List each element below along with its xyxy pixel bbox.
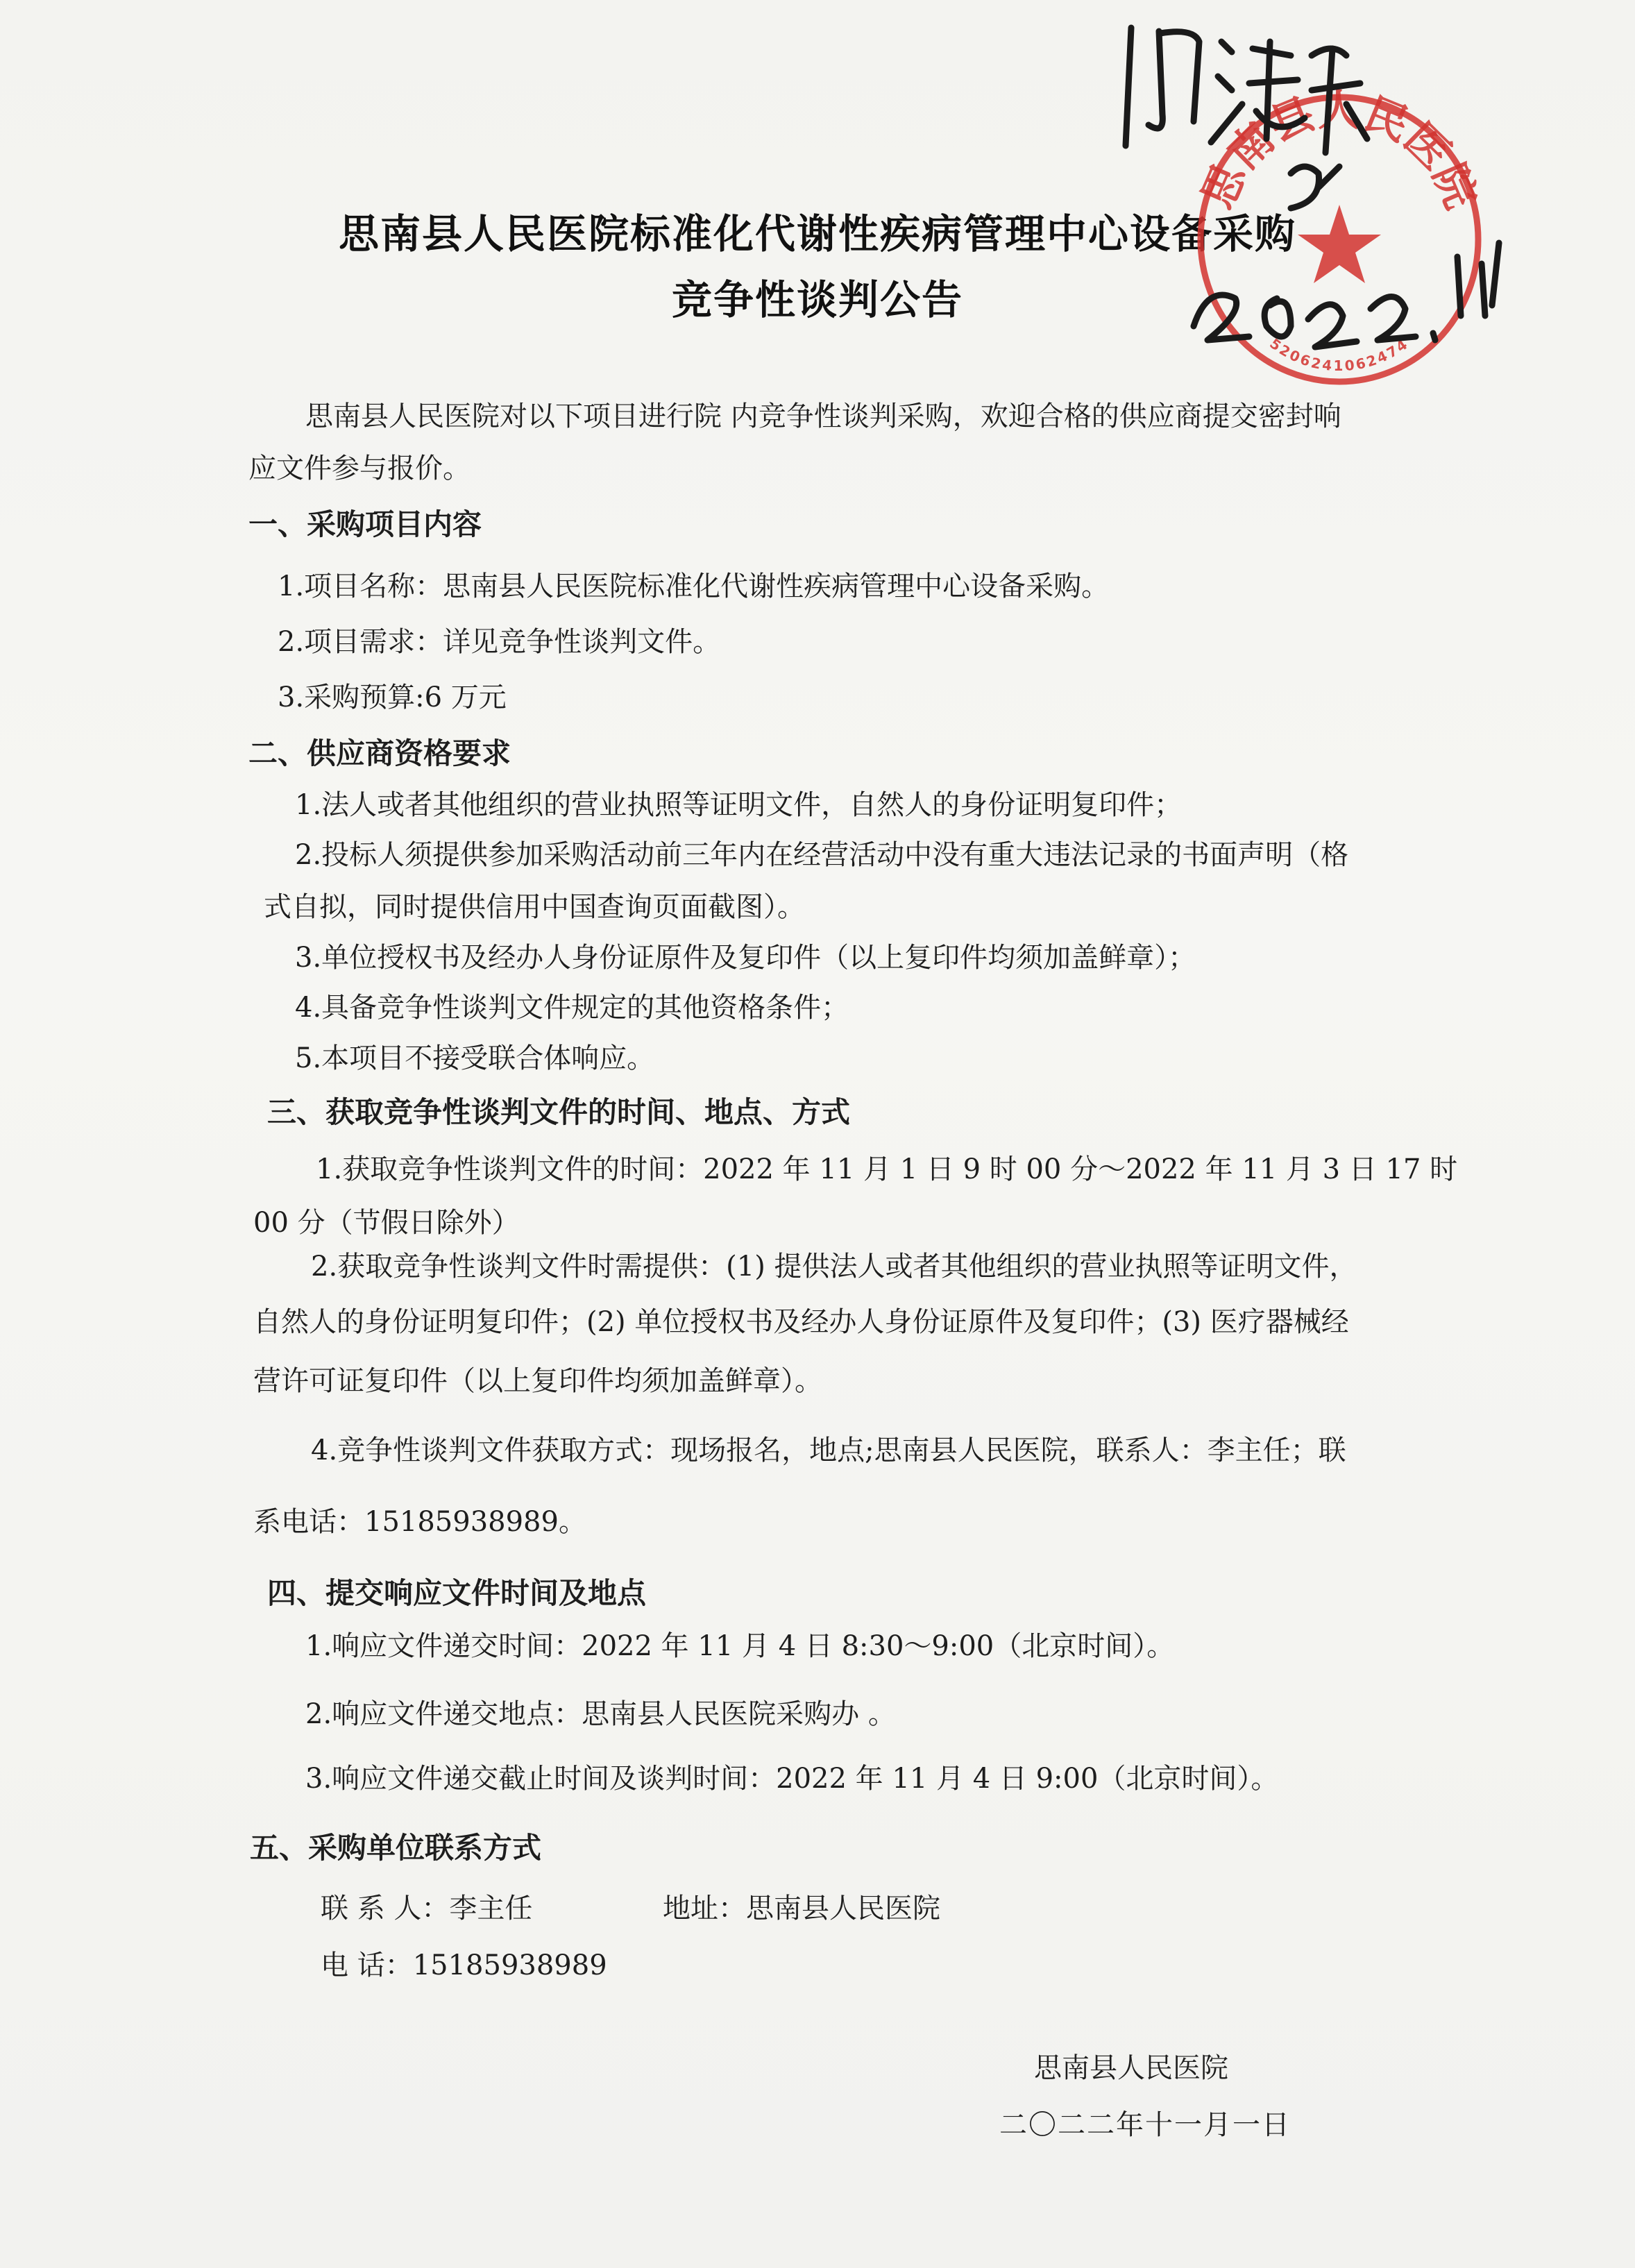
section3-item: 00 分（节假日除外） (253, 1207, 520, 1239)
section3-item: 系电话：15185938989。 (253, 1506, 586, 1538)
section4-heading: 四、提交响应文件时间及地点 (267, 1576, 647, 1610)
section3-item: 1.获取竞争性谈判文件的时间：2022 年 11 月 1 日 9 时 00 分～2022 年 11 月 3 日 17 时 (316, 1153, 1458, 1185)
document-title-line1: 思南县人民医院标准化代谢性疾病管理中心设备采购 (338, 210, 1296, 257)
section3-item: 自然人的身份证明复印件；(2) 单位授权书及经办人身份证原件及复印件；(3) 医疗器械经 (253, 1306, 1349, 1338)
signoff-date: 二〇二二年十一月一日 (999, 2109, 1291, 2141)
section3-item: 营许可证复印件（以上复印件均须加盖鲜章）。 (253, 1365, 822, 1397)
seal-code: 5206241062474 (1267, 335, 1412, 375)
document-title-line2: 竞争性谈判公告 (671, 276, 963, 323)
section1-heading: 一、采购项目内容 (248, 507, 482, 541)
section1-item: 2.项目需求：详见竞争性谈判文件。 (278, 626, 721, 658)
seal-text: 思南县人民医院 (1192, 85, 1487, 217)
section2-item: 5.本项目不接受联合体响应。 (295, 1042, 655, 1074)
section3-item: 4.竞争性谈判文件获取方式：现场报名，地点;思南县人民医院，联系人：李主任；联 (311, 1435, 1346, 1466)
section5-heading: 五、采购单位联系方式 (250, 1831, 542, 1865)
intro-line1: 思南县人民医院对以下项目进行院 内竞争性谈判采购，欢迎合格的供应商提交密封响 (305, 400, 1341, 432)
section1-item: 1.项目名称：思南县人民医院标准化代谢性疾病管理中心设备采购。 (278, 570, 1110, 602)
signoff-org: 思南县人民医院 (1034, 2052, 1228, 2084)
intro-line2: 应文件参与报价。 (248, 452, 471, 484)
section2-item: 1.法人或者其他组织的营业执照等证明文件，自然人的身份证明复印件； (295, 789, 1183, 821)
section1-item: 3.采购预算:6 万元 (278, 682, 507, 713)
section2-item: 式自拟，同时提供信用中国查询页面截图）。 (264, 891, 805, 923)
section2-heading: 二、供应商资格要求 (248, 736, 511, 770)
section4-item: 1.响应文件递交时间：2022 年 11 月 4 日 8:30～9:00（北京时间）。 (305, 1630, 1175, 1662)
section4-item: 3.响应文件递交截止时间及谈判时间：2022 年 11 月 4 日 9:00（北京时间）。 (305, 1763, 1279, 1795)
contact-address: 地址：思南县人民医院 (663, 1893, 940, 1924)
handwritten-signature-icon (1083, 0, 1527, 361)
contact-person: 联 系 人：李主任 (321, 1893, 533, 1924)
section2-item: 4.具备竞争性谈判文件规定的其他资格条件； (295, 992, 849, 1024)
section2-item: 2.投标人须提供参加采购活动前三年内在经营活动中没有重大违法记录的书面声明（格 (295, 839, 1349, 871)
section3-heading: 三、获取竞争性谈判文件的时间、地点、方式 (267, 1095, 851, 1129)
section4-item: 2.响应文件递交地点：思南县人民医院采购办 。 (305, 1698, 896, 1730)
contact-phone: 电 话：15185938989 (321, 1949, 607, 1981)
section3-item: 2.获取竞争性谈判文件时需提供：(1) 提供法人或者其他组织的营业执照等证明文件， (311, 1251, 1357, 1283)
section2-item: 3.单位授权书及经办人身份证原件及复印件（以上复印件均须加盖鲜章）； (295, 942, 1196, 974)
